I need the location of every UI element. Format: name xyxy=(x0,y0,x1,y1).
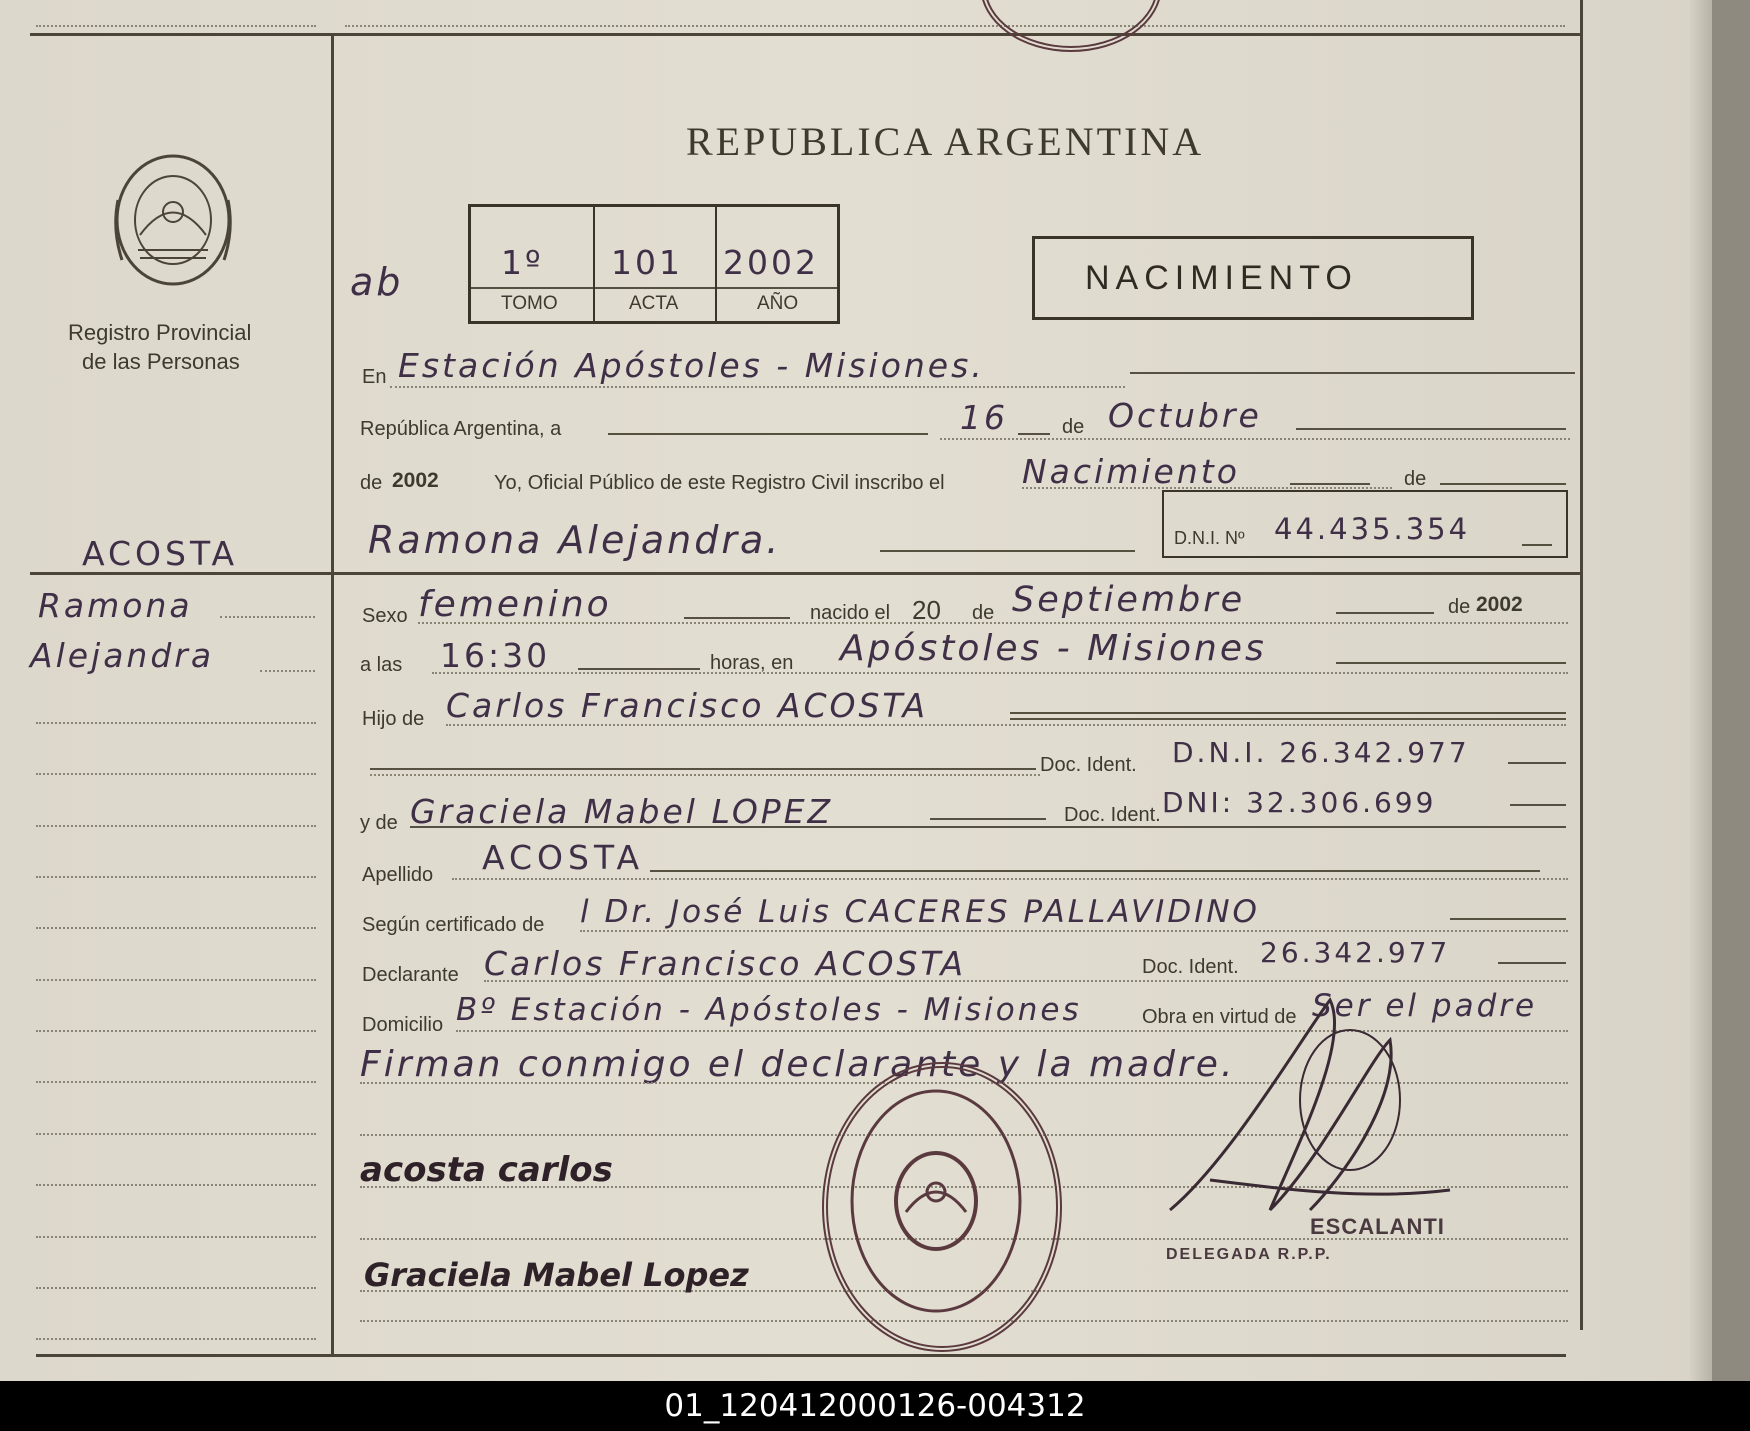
madre-doc: DNI: 32.306.699 xyxy=(1162,786,1437,819)
fill-line xyxy=(1498,962,1566,964)
de-label-4: de xyxy=(1448,596,1471,618)
fill-line xyxy=(370,768,1036,770)
domicilio-value: Bº Estación - Apóstoles - Misiones xyxy=(456,992,1082,1028)
madre-value: Graciela Mabel LOPEZ xyxy=(410,792,834,831)
margin-dotted xyxy=(36,876,316,878)
nota-value: Firman conmigo el declarante y la madre. xyxy=(360,1044,1236,1085)
de-label-3: de xyxy=(972,602,995,624)
margin-dotted xyxy=(36,722,316,724)
fill-line xyxy=(1290,483,1370,485)
sexo-label: Sexo xyxy=(362,605,408,627)
en-dotted xyxy=(390,386,1125,388)
margin-surname: ACOSTA xyxy=(82,534,239,573)
fill-line xyxy=(1010,712,1566,714)
nac-day: 20 xyxy=(912,595,941,625)
fill-line xyxy=(410,826,1566,828)
top-dotted-right xyxy=(345,25,1565,27)
name-section-rule xyxy=(30,572,1580,575)
bottom-rule xyxy=(36,1354,1566,1357)
dotted xyxy=(580,930,1568,932)
declarante-label: Declarante xyxy=(362,964,459,986)
doc-label-3: Doc. Ident. xyxy=(1142,956,1239,978)
fill-line xyxy=(578,668,700,670)
country-title: REPUBLICA ARGENTINA xyxy=(686,119,1205,164)
anio-label: AÑO xyxy=(757,293,799,314)
margin-dotted xyxy=(36,1338,316,1340)
doc-label-2: Doc. Ident. xyxy=(1064,804,1161,826)
de-year-label: de xyxy=(360,472,383,494)
fill-line xyxy=(1450,918,1566,920)
dotted xyxy=(1022,487,1392,489)
province-seal xyxy=(110,150,236,290)
doc-label: Doc. Ident. xyxy=(1040,754,1137,776)
dotted xyxy=(940,438,1570,440)
registry-stamp xyxy=(822,1062,1062,1352)
signature-madre: Graciela Mabel Lopez xyxy=(364,1256,749,1294)
fill-line xyxy=(1018,433,1050,435)
hora-value: 16:30 xyxy=(440,636,551,675)
tomo-value: 1º xyxy=(501,243,544,282)
dni-value: 44.435.354 xyxy=(1274,512,1471,546)
declarante-value: Carlos Francisco ACOSTA xyxy=(484,944,967,983)
margin-dotted xyxy=(36,927,316,929)
fill-line xyxy=(1336,662,1566,664)
margin-dotted xyxy=(36,1030,316,1032)
tomo-label: TOMO xyxy=(501,293,558,314)
hijo-label: Hijo de xyxy=(362,708,425,730)
nacido-label: nacido el xyxy=(810,602,891,624)
fill-line xyxy=(1010,718,1566,720)
obra-label: Obra en virtud de xyxy=(1142,1006,1297,1028)
record-box-divider xyxy=(471,287,837,289)
padre-doc: D.N.I. 26.342.977 xyxy=(1172,736,1470,769)
acto-value: Nacimiento xyxy=(1022,452,1240,491)
fill-line xyxy=(1296,428,1566,430)
apellido-value: ACOSTA xyxy=(482,838,645,877)
oficial-text: Yo, Oficial Público de este Registro Civil inscribo el xyxy=(494,472,945,494)
alas-label: a las xyxy=(360,654,403,676)
record-box-cell xyxy=(715,207,717,321)
margin-name-1: Ramona xyxy=(38,586,193,625)
en-label: En xyxy=(362,366,387,388)
margin-dotted xyxy=(260,670,315,672)
month-value: Octubre xyxy=(1108,396,1262,435)
de-label-2: de xyxy=(1404,468,1427,490)
initials: ab xyxy=(350,260,404,304)
type-box xyxy=(1032,236,1474,320)
padre-value: Carlos Francisco ACOSTA xyxy=(446,686,929,725)
margin-dotted xyxy=(36,1081,316,1083)
margin-dotted xyxy=(36,1133,316,1135)
fill-line xyxy=(1130,372,1575,374)
image-id-footer: 01_120412000126-004312 xyxy=(0,1381,1750,1431)
margin-dotted xyxy=(36,1287,316,1289)
fill-line xyxy=(1336,612,1434,614)
margin-dotted xyxy=(220,616,315,618)
fill-line xyxy=(1440,483,1566,485)
apellido-label: Apellido xyxy=(362,864,434,886)
officer-role: DELEGADA R.P.P. xyxy=(1166,1246,1332,1263)
margin-dotted xyxy=(36,1236,316,1238)
de-label: de xyxy=(1062,416,1085,438)
republica-label: República Argentina, a xyxy=(360,418,562,440)
right-border xyxy=(1580,0,1583,1330)
fill-line xyxy=(684,617,790,619)
margin-dotted xyxy=(36,1184,316,1186)
registry-line-1: Registro Provincial xyxy=(68,320,252,345)
dotted xyxy=(418,622,1568,624)
top-rule xyxy=(30,33,1582,36)
acta-label: ACTA xyxy=(629,293,679,314)
fill-line xyxy=(1510,804,1566,806)
dni-label: D.N.I. Nº xyxy=(1174,528,1245,548)
dni-box xyxy=(1162,490,1568,558)
page-edge xyxy=(1690,0,1712,1381)
obra-value: Ser el padre xyxy=(1312,988,1538,1024)
fill-line xyxy=(650,870,1540,872)
record-type: NACIMIENTO xyxy=(1085,259,1358,297)
top-dotted xyxy=(36,25,316,27)
dotted xyxy=(370,774,1040,776)
declarante-doc: 26.342.977 xyxy=(1260,936,1451,969)
record-number-box xyxy=(468,204,840,324)
fill-line xyxy=(608,433,928,435)
segun-label: Según certificado de xyxy=(362,914,545,936)
margin-dotted xyxy=(36,979,316,981)
nombre-value: Ramona Alejandra. xyxy=(368,518,782,562)
dotted xyxy=(452,878,1568,880)
signature-padre: acosta carlos xyxy=(360,1150,613,1190)
domicilio-label: Domicilio xyxy=(362,1014,444,1036)
left-column-divider xyxy=(331,33,334,1355)
horas-label: horas, en xyxy=(710,652,794,674)
anio-value: 2002 xyxy=(723,243,819,282)
margin-dotted xyxy=(36,773,316,775)
day-value: 16 xyxy=(960,398,1008,437)
officer-name: ESCALANTI xyxy=(1310,1214,1445,1239)
margin-name-2: Alejandra xyxy=(30,636,215,675)
dotted xyxy=(446,724,1566,726)
fill-line xyxy=(930,818,1046,820)
dotted xyxy=(432,672,1568,674)
nac-year: 2002 xyxy=(1476,593,1523,616)
lugar-value: Apóstoles - Misiones xyxy=(840,628,1267,669)
medico-value: l Dr. José Luis CACERES PALLAVIDINO xyxy=(580,894,1260,930)
fill-line xyxy=(880,550,1135,552)
fill-line xyxy=(1522,544,1552,546)
officer-signature-scribble xyxy=(1150,980,1470,1240)
acta-value: 101 xyxy=(611,243,683,282)
margin-dotted xyxy=(36,825,316,827)
registry-line-2: de las Personas xyxy=(82,349,240,374)
en-value: Estación Apóstoles - Misiones. xyxy=(398,346,985,385)
yde-label: y de xyxy=(360,812,398,834)
record-box-cell xyxy=(593,207,595,321)
fill-line xyxy=(1508,762,1566,764)
year-value: 2002 xyxy=(392,469,439,492)
nac-month: Septiembre xyxy=(1012,580,1246,620)
sexo-value: femenino xyxy=(418,584,612,625)
top-partial-stamp xyxy=(980,0,1162,52)
